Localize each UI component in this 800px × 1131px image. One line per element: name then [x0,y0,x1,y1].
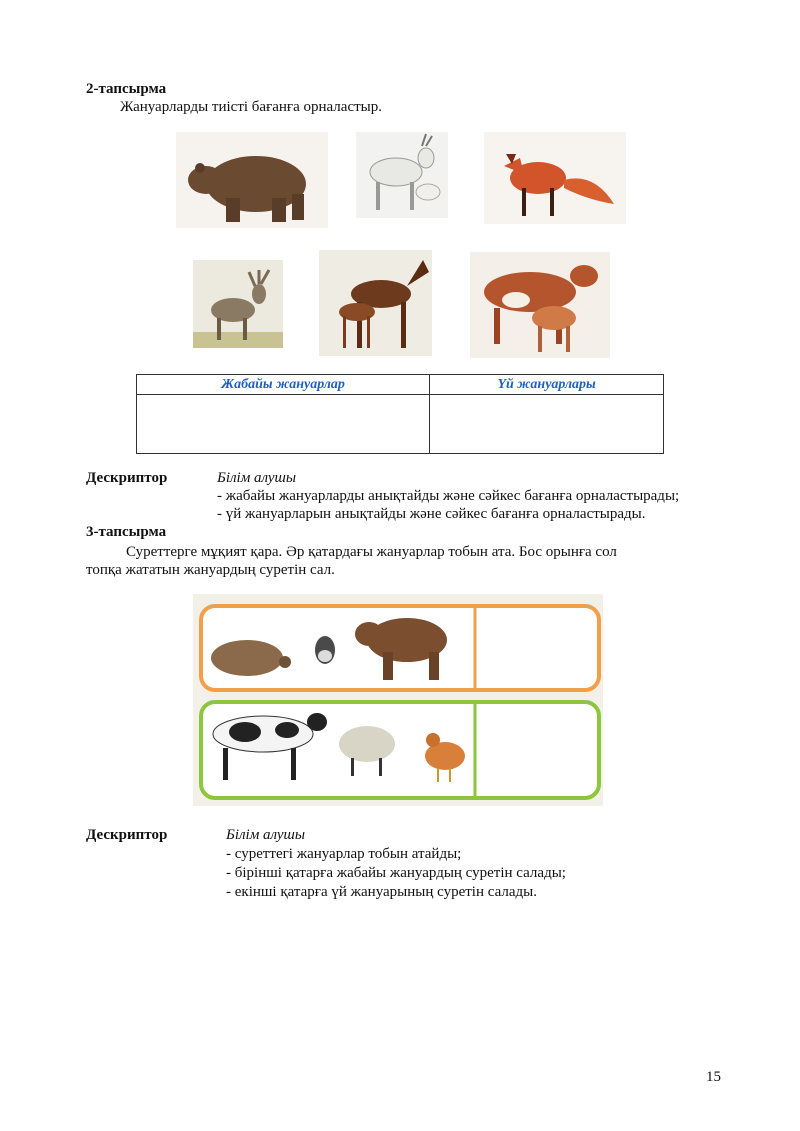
task3-instruction: Суреттерге мұқият қара. Әр қатардағы жануарлар тобын ата. Бос орынға сол [126,544,617,560]
task2-instruction: Жануарларды тиісті бағанға орналастыр. [120,99,382,115]
domestic-animals-cell[interactable] [430,395,664,454]
animal-groups-panel [193,594,603,806]
task3-title: 3-тапсырма [86,524,167,540]
task2-title: 2-тапсырма [86,81,167,97]
wild-animals-cell[interactable] [137,395,430,454]
bear-image [176,132,328,228]
descriptor-item: - үй жануарларын анықтайды және сәйкес бағанға орналастырады. [217,506,646,522]
sorting-table [136,374,664,454]
goat-image [356,132,448,218]
descriptor-item: - жабайы жануарларды анықтайды және сәйкес бағанға орналастырады; [217,488,680,504]
descriptor-item: - суреттегі жануарлар тобын атайды; [226,846,462,862]
fox-image [484,132,626,224]
descriptor-item: - бірінші қатарға жабайы жануардың суретін салады; [226,865,566,881]
horse-image [319,250,432,356]
descriptor-who: Білім алушы [217,470,297,486]
wild-animals-header: Жабайы жануарлар [137,375,430,395]
page-number: 15 [706,1069,721,1085]
moose-image [193,260,283,348]
descriptor-label: Дескриптор [86,470,168,486]
descriptor-who: Білім алушы [226,827,306,843]
task3-instruction: топқа жататын жануардың суретін сал. [86,562,335,578]
cow-image [470,252,610,358]
descriptor-item: - екінші қатарға үй жануарының суретін салады. [226,884,537,900]
descriptor-label: Дескриптор [86,827,168,843]
domestic-animals-header: Үй жануарлары [430,375,664,395]
